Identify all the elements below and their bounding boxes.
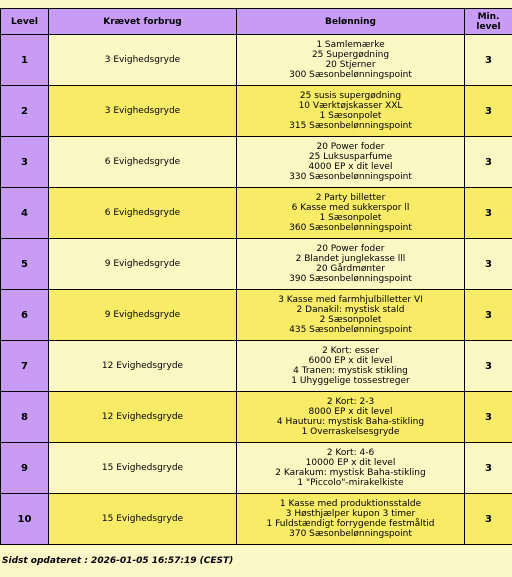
table-row <box>1 494 512 545</box>
level-cell: 2 <box>1 86 49 137</box>
required-cell: 9 Evighedsgryde <box>49 290 237 341</box>
required-cell: 6 Evighedsgryde <box>49 188 237 239</box>
reward-cell <box>237 35 465 86</box>
required-cell: 3 Evighedsgryde <box>49 86 237 137</box>
reward-line: 300 Sæsonbelønningspoint <box>289 70 412 80</box>
min-level-cell: 3 <box>465 443 512 494</box>
reward-line: 315 Sæsonbelønningspoint <box>289 121 412 131</box>
reward-line: 1 Uhyggelige tossestreger <box>291 376 410 386</box>
rewards-table <box>0 8 512 545</box>
reward-line: 1 "Piccolo"-mirakelkiste <box>297 478 404 488</box>
level-cell: 9 <box>1 443 49 494</box>
header-required: Krævet forbrug <box>49 9 237 35</box>
header-min-level: Min. level <box>465 9 512 35</box>
table-row <box>1 188 512 239</box>
level-cell: 8 <box>1 392 49 443</box>
reward-line: 2 Danakil: mystisk stald <box>296 305 405 315</box>
reward-line: 4 Tranen: mystisk stikling <box>293 366 408 376</box>
reward-line: 435 Sæsonbelønningspoint <box>289 325 412 335</box>
level-cell: 6 <box>1 290 49 341</box>
reward-line: 6000 EP x dit level <box>308 356 393 366</box>
reward-cell <box>237 290 465 341</box>
reward-line: 2 Sæsonpolet <box>319 315 382 325</box>
reward-line: 20 Power foder <box>316 244 385 254</box>
reward-cell <box>237 86 465 137</box>
reward-line: 360 Sæsonbelønningspoint <box>289 223 412 233</box>
level-cell: 3 <box>1 137 49 188</box>
table-row <box>1 392 512 443</box>
min-level-cell: 3 <box>465 86 512 137</box>
table-row <box>1 290 512 341</box>
reward-line: 330 Sæsonbelønningspoint <box>289 172 412 182</box>
reward-line: 20 Gårdmønter <box>316 264 385 274</box>
reward-cell <box>237 341 465 392</box>
reward-cell <box>237 137 465 188</box>
reward-line: 3 Høsthjælper kupon 3 timer <box>285 509 416 519</box>
required-cell: 3 Evighedsgryde <box>49 35 237 86</box>
table-row <box>1 443 512 494</box>
reward-line: 2 Party billetter <box>315 193 386 203</box>
level-cell: 4 <box>1 188 49 239</box>
reward-line: 2 Kort: 2-3 <box>326 397 375 407</box>
reward-line: 1 Sæsonpolet <box>319 213 382 223</box>
reward-line: 1 Kasse med produktionsstalde <box>279 499 422 509</box>
reward-line: 1 Sæsonpolet <box>319 111 382 121</box>
reward-cell <box>237 443 465 494</box>
table-body <box>1 35 512 545</box>
table-row <box>1 239 512 290</box>
reward-line: 10000 EP x dit level <box>305 458 396 468</box>
reward-line: 2 Kort: 4-6 <box>326 448 375 458</box>
table-row <box>1 341 512 392</box>
required-cell: 15 Evighedsgryde <box>49 443 237 494</box>
reward-line: 390 Sæsonbelønningspoint <box>289 274 412 284</box>
reward-line: 2 Blandet junglekasse lll <box>295 254 406 264</box>
reward-line: 1 Fuldstændigt forrygende festmåltid <box>266 519 435 529</box>
last-updated: Sidst opdateret : 2026-01-05 16:57:19 (CEST) <box>2 556 234 566</box>
table-row <box>1 35 512 86</box>
min-level-cell: 3 <box>465 392 512 443</box>
header-reward: Belønning <box>237 9 465 35</box>
reward-cell <box>237 239 465 290</box>
reward-line: 2 Kort: esser <box>322 346 379 356</box>
min-level-cell: 3 <box>465 341 512 392</box>
required-cell: 6 Evighedsgryde <box>49 137 237 188</box>
reward-line: 4000 EP x dit level <box>308 162 393 172</box>
reward-line: 25 Supergødning <box>311 50 390 60</box>
level-cell: 1 <box>1 35 49 86</box>
level-cell: 5 <box>1 239 49 290</box>
level-cell: 10 <box>1 494 49 545</box>
required-cell: 9 Evighedsgryde <box>49 239 237 290</box>
reward-line: 1 Overraskelsesgryde <box>301 427 400 437</box>
table-row <box>1 86 512 137</box>
required-cell: 12 Evighedsgryde <box>49 341 237 392</box>
header-level: Level <box>1 9 49 35</box>
table-row <box>1 137 512 188</box>
reward-line: 25 susis supergødning <box>299 91 402 101</box>
required-cell: 15 Evighedsgryde <box>49 494 237 545</box>
reward-line: 4 Hauturu: mystisk Baha-stikling <box>276 417 425 427</box>
min-level-cell: 3 <box>465 239 512 290</box>
reward-line: 20 Power foder <box>316 142 385 152</box>
min-level-cell: 3 <box>465 137 512 188</box>
reward-cell <box>237 392 465 443</box>
reward-line: 10 Værktøjskasser XXL <box>298 101 403 111</box>
min-level-cell: 3 <box>465 290 512 341</box>
min-level-cell: 3 <box>465 188 512 239</box>
level-cell: 7 <box>1 341 49 392</box>
reward-line: 6 Kasse med sukkerspor ll <box>291 203 410 213</box>
table-header-row <box>1 9 512 35</box>
reward-line: 1 Samlemærke <box>316 40 385 50</box>
reward-line: 8000 EP x dit level <box>308 407 393 417</box>
reward-line: 20 Stjerner <box>325 60 376 70</box>
reward-cell <box>237 494 465 545</box>
reward-line: 3 Kasse med farmhjulbilletter VI <box>278 295 423 305</box>
reward-line: 2 Karakum: mystisk Baha-stikling <box>275 468 426 478</box>
min-level-cell: 3 <box>465 494 512 545</box>
reward-line: 25 Luksusparfume <box>308 152 393 162</box>
reward-line: 370 Sæsonbelønningspoint <box>289 529 412 539</box>
min-level-cell: 3 <box>465 35 512 86</box>
reward-cell <box>237 188 465 239</box>
required-cell: 12 Evighedsgryde <box>49 392 237 443</box>
